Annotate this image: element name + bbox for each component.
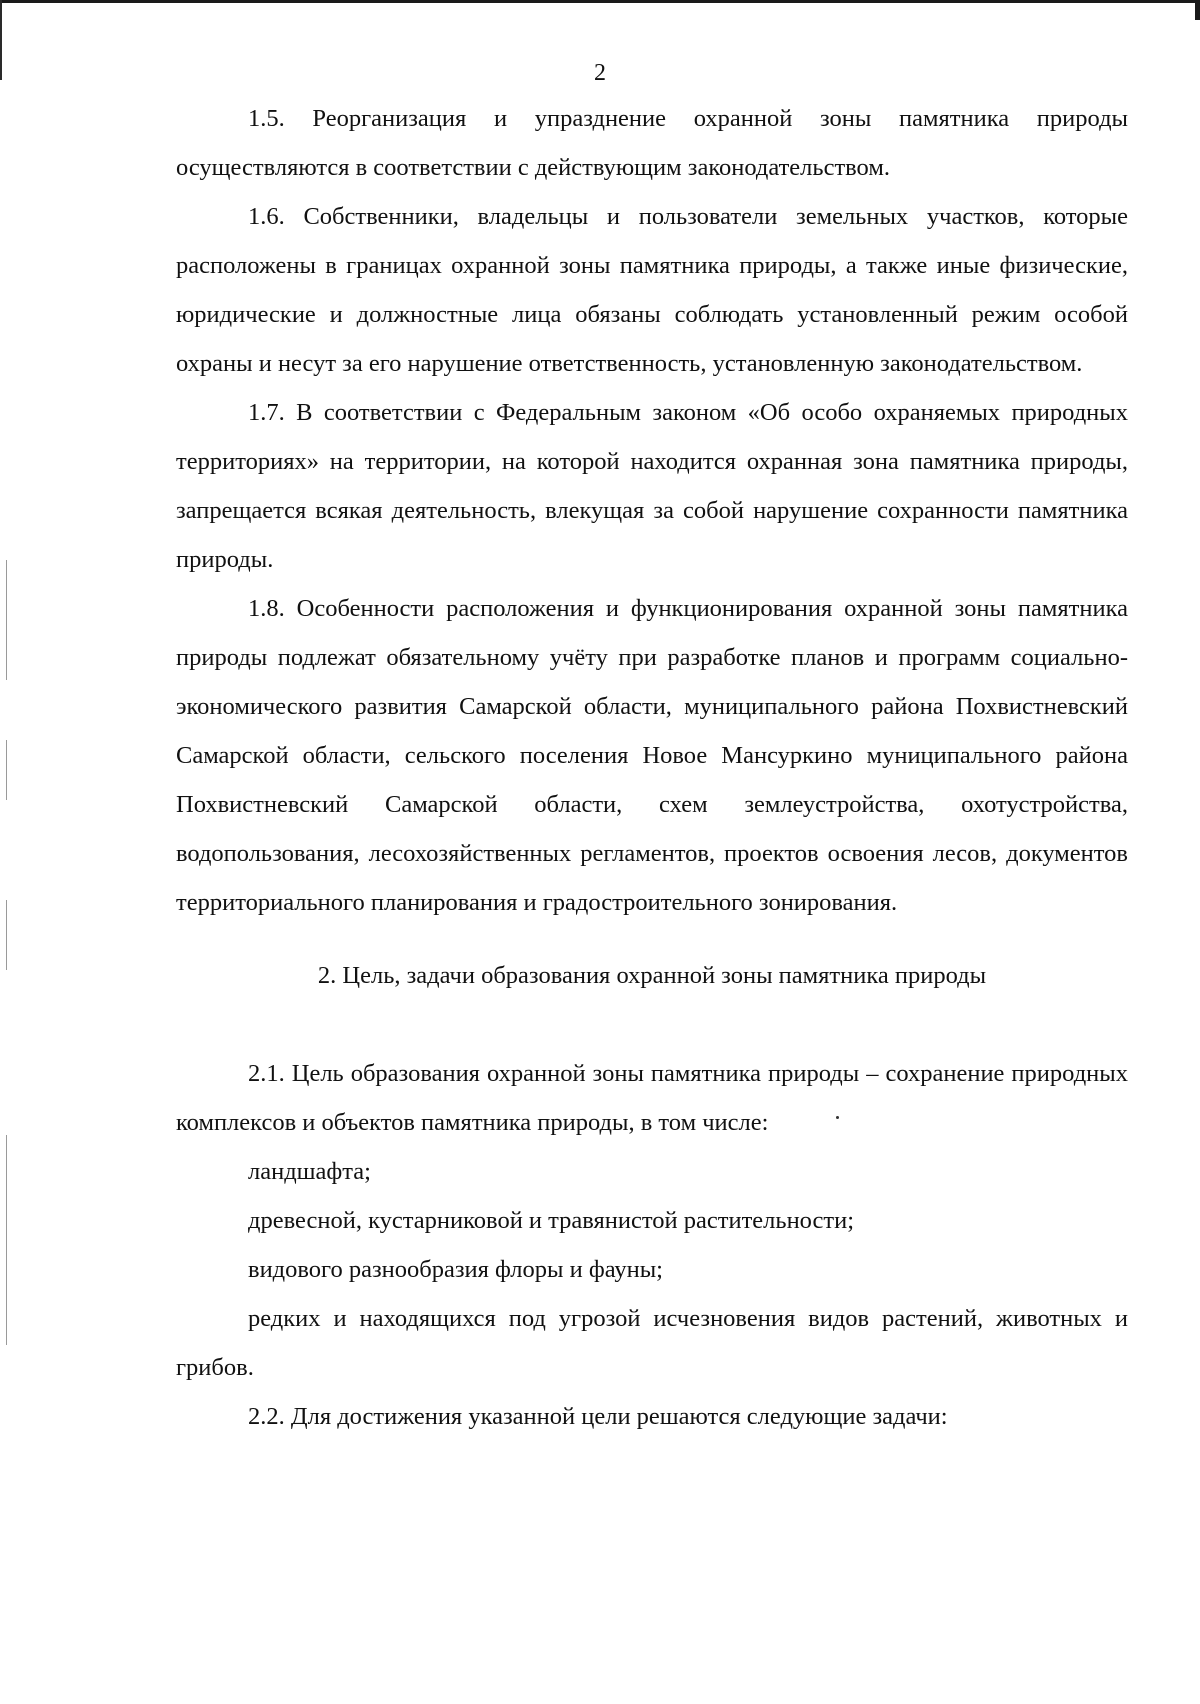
scan-speck (836, 1116, 839, 1119)
scan-margin-mark (6, 560, 7, 680)
scan-margin-mark (6, 1135, 7, 1345)
list-item: редких и находящихся под угрозой исчезновения видов растений, животных и грибов. (176, 1305, 1128, 1381)
scan-margin-mark (6, 900, 7, 970)
list-item: древесной, кустарниковой и травянистой растительности; (248, 1207, 855, 1234)
paragraph-1-7: 1.7. В соответствии с Федеральным законом «Об особо охраняемых природных территориях» на территории, на которой находится охранная зона памятника природы, запрещается всякая деятельность, влекущая за собой нарушение сохранности памятника природы. (176, 399, 1128, 573)
paragraph-1-5: 1.5. Реорганизация и упразднение охранной зоны памятника природы осуществляются в соответствии с действующим законодательством. (176, 105, 1128, 181)
paragraph-1-6: 1.6. Собственники, владельцы и пользователи земельных участков, которые расположены в границах охранной зоны памятника природы, а также иные физические, юридические и должностные лица обязаны соблюдать установленный режим особой охраны и несут за его нарушение ответственность, установленную законодательством. (176, 203, 1128, 377)
page-number: 2 (594, 60, 606, 86)
paragraph-2-1: 2.1. Цель образования охранной зоны памятника природы – сохранение природных комплексов и объектов памятника природы, в том числе: (176, 1060, 1128, 1136)
scan-border-right (1195, 0, 1200, 20)
scan-margin-mark (6, 740, 7, 800)
section-2-heading: 2. Цель, задачи образования охранной зоны памятника природы (317, 962, 987, 989)
scan-border-top (0, 0, 1200, 3)
paragraph-1-8: 1.8. Особенности расположения и функционирования охранной зоны памятника природы подлежат обязательному учёту при разработке планов и программ социально-экономического развития Самарской области, муниципального района Похвистневский Самарской области, сельского поселения Новое Мансуркино муниципального района Похвистневский Самарской области, схем землеустройства, охотустройства, водопользования, лесохозяйственных регламентов, проектов освоения лесов, документов территориального планирования и градостроительного зонирования. (176, 595, 1128, 916)
paragraph-2-2: 2.2. Для достижения указанной цели решаются следующие задачи: (248, 1403, 948, 1430)
list-item: ландшафта; (248, 1158, 371, 1185)
list-item: видового разнообразия флоры и фауны; (248, 1256, 663, 1283)
document-body (176, 94, 1128, 1441)
